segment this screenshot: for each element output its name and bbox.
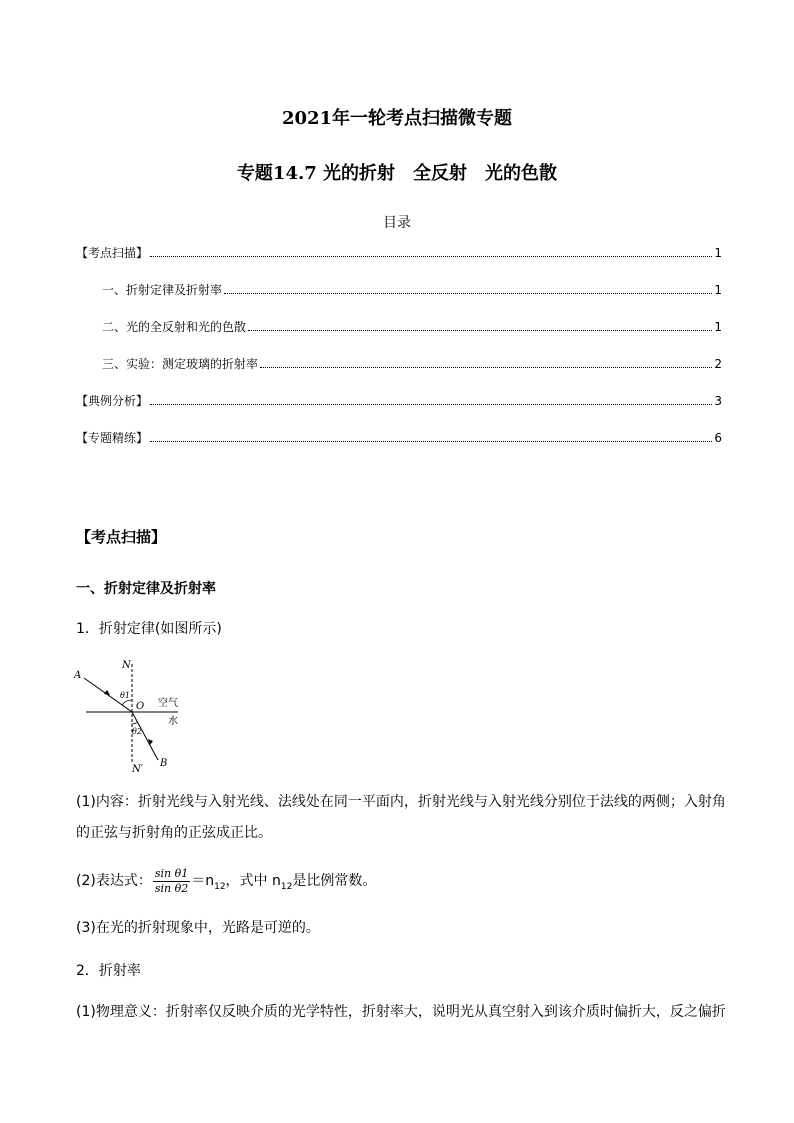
label-B: B [160,758,168,769]
expr-subscript: 12 [214,881,226,892]
toc-item-page: 1 [714,246,722,260]
document-subtitle: 专题14.7 光的折射 全反射 光的色散 [236,163,558,184]
toc-item-label: 三、实验：测定玻璃的折射率 [102,357,259,371]
toc-heading: 目录 [383,215,411,231]
fraction-denominator: sin θ2 [154,881,189,895]
toc-leader-dots [150,403,712,405]
expression-line [76,866,726,903]
expr-suffix: 是比例常数。 [292,873,377,889]
label-theta1: θ1 [120,691,130,700]
toc-item-label: 一、折射定律及折射率 [102,283,223,297]
sub-heading: 一、折射定律及折射率 [76,581,216,597]
label-N: N [122,660,131,671]
document-title: 2021年一轮考点扫描微专题 [281,108,513,129]
sine-ratio-fraction [153,867,190,896]
toc-leader-dots [224,292,712,294]
content-line-2: 的正弦与折射角的正弦成正比。 [76,825,272,841]
toc-leader-dots [150,440,712,442]
toc-leader-dots [150,255,712,257]
item1-title: 1．折射定律(如图所示) [76,621,222,637]
toc-item-page: 6 [714,431,722,445]
content-line-1: (1)内容：折射光线与入射光线、法线处在同一平面内，折射光线与入射光线分别位于法线的两侧；入射角 [76,794,726,810]
toc-item-page: 2 [714,357,722,371]
toc-item-refraction-law[interactable] [102,281,722,298]
toc-item-page: 1 [714,283,722,297]
section-heading: 【考点扫描】 [76,528,167,546]
expr-subscript-2: 12 [280,881,293,892]
toc-item-page: 3 [714,394,722,408]
item2-title: 2．折射率 [76,963,141,979]
toc-item-examples[interactable] [76,392,722,409]
toc-item-total-reflection[interactable] [102,318,722,335]
label-A: A [74,670,82,681]
toc-leader-dots [260,366,712,368]
label-water: 水 [168,716,178,727]
fraction-numerator: sin θ1 [154,866,189,880]
label-theta2: θ2 [132,727,142,736]
toc-item-page: 1 [714,320,722,334]
angle-theta1-arc [122,700,132,705]
toc-item-label: 二、光的全反射和光的色散 [102,320,247,334]
refracted-ray [132,712,158,760]
label-O: O [136,701,145,712]
toc-item-kaodian[interactable] [76,244,722,261]
meaning-line: (1)物理意义：折射率仅反映介质的光学特性，折射率大，说明光从真空射入到该介质时偏折大，反之偏折 [76,1004,726,1020]
reversible-line: (3)在光的折射现象中，光路是可逆的。 [76,920,320,936]
refraction-diagram [70,656,200,774]
toc-item-label: 【考点扫描】 [76,246,149,260]
toc-item-label: 【典例分析】 [76,394,149,408]
toc-item-practice[interactable] [76,429,722,446]
angle-theta2-arc [132,722,138,724]
expr-prefix: (2)表达式： [76,873,152,889]
label-N-prime: N′ [132,764,144,774]
expr-middle: ，式中 n [225,873,281,889]
label-air: 空气 [158,698,178,709]
toc-item-label: 【专题精练】 [76,431,149,445]
toc-item-experiment[interactable] [102,355,722,372]
toc-leader-dots [248,329,712,331]
expr-equals: ＝n [191,873,215,889]
